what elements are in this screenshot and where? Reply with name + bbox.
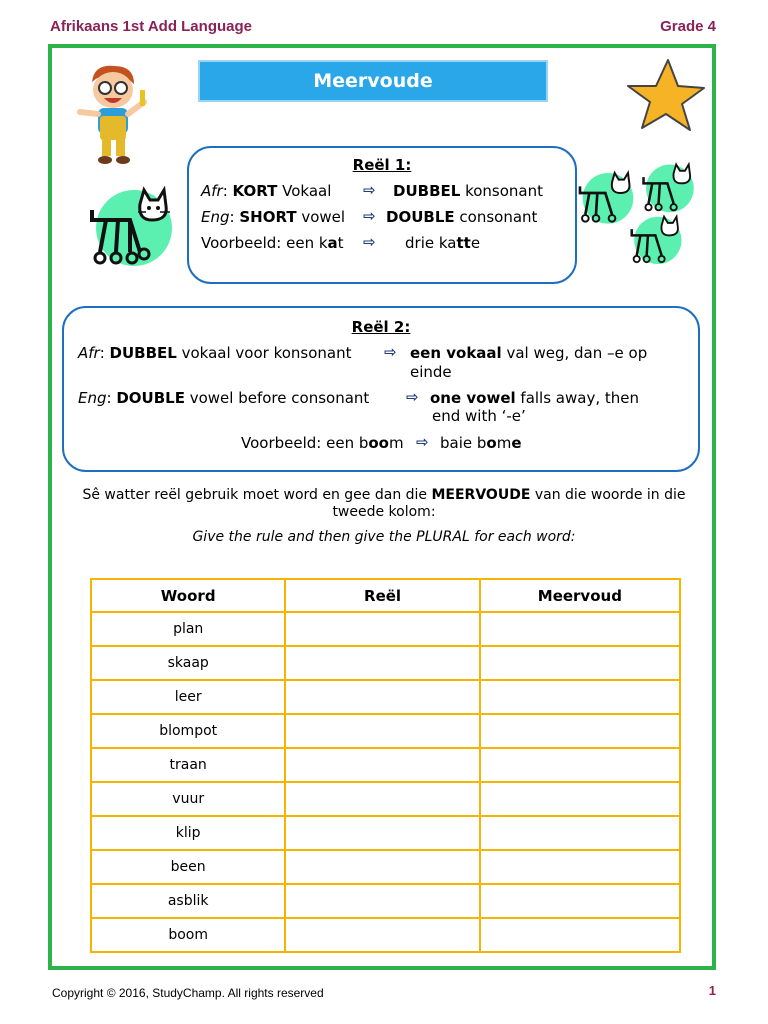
arrow-icon: ⇨ (363, 181, 376, 199)
word-cell: vuur (91, 782, 285, 816)
word-cell: boom (91, 918, 285, 952)
rule-1-eng-result: DOUBLE consonant (386, 208, 538, 226)
rule-1-box (187, 146, 577, 284)
plural-answer-cell[interactable] (480, 646, 680, 680)
copyright-footer: Copyright © 2016, StudyChamp. All rights reserved (52, 986, 324, 1000)
plural-answer-cell[interactable] (480, 918, 680, 952)
word-cell: asblik (91, 884, 285, 918)
word-cell: blompot (91, 714, 285, 748)
rule-2-afr-result-line2: einde (410, 363, 452, 381)
word-cell: been (91, 850, 285, 884)
header-grade: Grade 4 (660, 18, 716, 35)
rule-2-afr-result: een vokaal val weg, dan –e op (410, 344, 648, 362)
rule-1-example: Voorbeeld: een kat (201, 234, 344, 252)
table-header-row (91, 579, 680, 612)
arrow-icon: ⇨ (406, 388, 419, 406)
arrow-icon: ⇨ (363, 233, 376, 251)
boy-illustration (72, 60, 154, 168)
instruction-afrikaans: Sê watter reël gebruik moet word en gee dan die MEERVOUDE van die woorde in die tweede kolom: (82, 487, 686, 520)
cat-illustration-left (86, 186, 176, 272)
word-cell: traan (91, 748, 285, 782)
plural-answer-cell[interactable] (480, 850, 680, 884)
rule-answer-cell[interactable] (285, 816, 479, 850)
rule-2-box (62, 306, 700, 472)
plural-table (90, 578, 681, 953)
rule-1-example-result: drie katte (405, 234, 481, 252)
cat-illustration-right-1 (576, 170, 636, 228)
word-cell: klip (91, 816, 285, 850)
rule-answer-cell[interactable] (285, 646, 479, 680)
rule-answer-cell[interactable] (285, 680, 479, 714)
page-number: 1 (708, 983, 716, 998)
rule-2-afr-line: Afr: DUBBEL vokaal voor konsonant (78, 344, 352, 362)
table-row (91, 714, 680, 748)
header-subject: Afrikaans 1st Add Language (50, 18, 252, 35)
rule-1-afr-result: DUBBEL konsonant (393, 182, 543, 200)
rule-answer-cell[interactable] (285, 612, 479, 646)
arrow-icon: ⇨ (384, 343, 397, 361)
rule-2-eng-result-line2: end with ‘-e’ (432, 407, 526, 425)
table-row (91, 782, 680, 816)
rule-2-eng-line: Eng: DOUBLE vowel before consonant (78, 389, 370, 407)
word-cell: skaap (91, 646, 285, 680)
table-row (91, 850, 680, 884)
instruction-english: Give the rule and then give the PLURAL for each word: (192, 529, 576, 545)
word-cell: plan (91, 612, 285, 646)
rule-answer-cell[interactable] (285, 884, 479, 918)
table-row (91, 748, 680, 782)
plural-answer-cell[interactable] (480, 816, 680, 850)
rule-1-afr-line: Afr: KORT Vokaal (201, 182, 332, 200)
cat-illustration-right-2 (638, 162, 698, 216)
plural-answer-cell[interactable] (480, 612, 680, 646)
table-row (91, 646, 680, 680)
rule-answer-cell[interactable] (285, 748, 479, 782)
star-icon (624, 56, 706, 134)
rule-1-heading: Reël 1: (352, 156, 412, 174)
rule-answer-cell[interactable] (285, 918, 479, 952)
word-cell: leer (91, 680, 285, 714)
page-title: Meervoude (198, 60, 548, 102)
rule-answer-cell[interactable] (285, 850, 479, 884)
rule-answer-cell[interactable] (285, 714, 479, 748)
plural-answer-cell[interactable] (480, 782, 680, 816)
rule-1-eng-line: Eng: SHORT vowel (201, 208, 346, 226)
cat-illustration-right-3 (628, 214, 684, 268)
rule-2-example: Voorbeeld: een boom (241, 434, 404, 452)
column-header-word: Woord (91, 579, 285, 612)
plural-answer-cell[interactable] (480, 884, 680, 918)
table-row (91, 918, 680, 952)
plural-answer-cell[interactable] (480, 680, 680, 714)
table-row (91, 816, 680, 850)
table-row (91, 884, 680, 918)
rule-2-example-result: baie bome (440, 434, 522, 452)
rule-2-eng-result: one vowel falls away, then (430, 389, 639, 407)
arrow-icon: ⇨ (363, 207, 376, 225)
column-header-plural: Meervoud (480, 579, 680, 612)
rule-2-heading: Reël 2: (351, 318, 411, 336)
column-header-rule: Reël (285, 579, 479, 612)
plural-answer-cell[interactable] (480, 748, 680, 782)
table-row (91, 680, 680, 714)
plural-answer-cell[interactable] (480, 714, 680, 748)
table-row (91, 612, 680, 646)
rule-answer-cell[interactable] (285, 782, 479, 816)
arrow-icon: ⇨ (416, 433, 429, 451)
